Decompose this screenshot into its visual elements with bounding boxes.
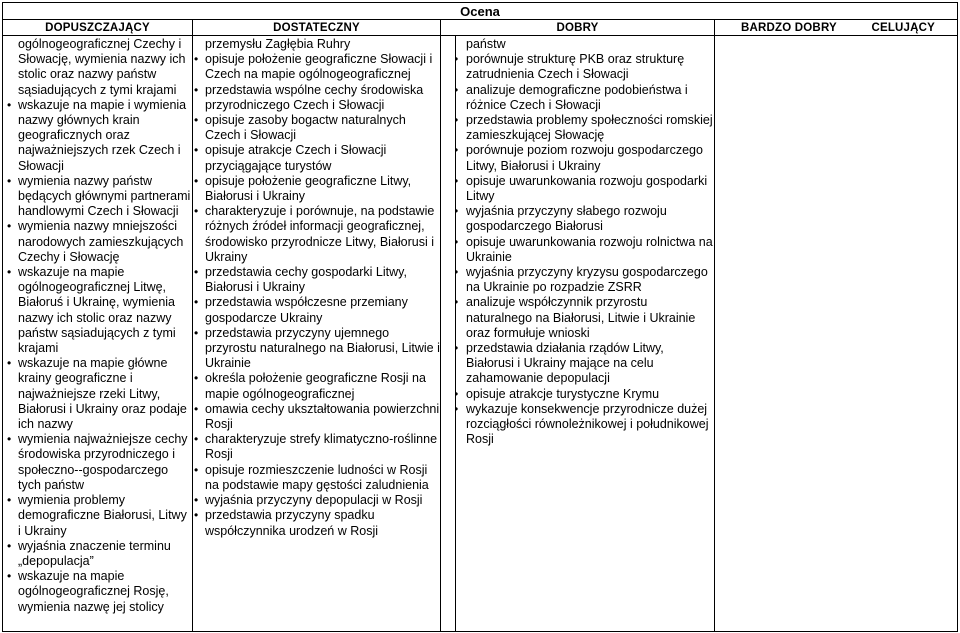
- list-item: • wyjaśnia znaczenie terminu „depopulacja”: [18, 539, 192, 569]
- list-item: • przedstawia cechy gospodarki Litwy, Białorusi i Ukrainy: [205, 265, 440, 295]
- list-item: • opisuje położenie geograficzne Słowacji i Czech na mapie ogólnogeograficznej: [205, 52, 440, 82]
- list-item: • wykazuje konsekwencje przyrodnicze dużej rozciągłości równoleżnikowej i południkowej Rosji: [466, 402, 714, 448]
- header-celujacy: CELUJĄCY: [871, 21, 936, 34]
- list-item: ogólnogeograficznej Czechy i Słowację, wymienia nazwy ich stolic oraz nazwy państw sąsiadujących z tymi krajami: [18, 37, 186, 97]
- list-item: • analizuje współczynnik przyrostu naturalnego na Białorusi, Litwie i Ukrainie oraz formułuje wnioski: [466, 295, 714, 341]
- list-item: • określa położenie geograficzne Rosji na mapie ogólnogeograficznej: [205, 371, 440, 401]
- header-dopuszczajacy: DOPUSZCZAJĄCY: [3, 20, 193, 36]
- list-item: • opisuje atrakcje turystyczne Krymu: [466, 387, 714, 402]
- list-item: przemysłu Zagłębia Ruhry: [205, 37, 351, 51]
- table-title: Ocena: [3, 3, 958, 20]
- list-item: państw: [466, 37, 506, 51]
- list-item: • wymienia nazwy mniejszości narodowych zamieszkujących Czechy i Słowację: [18, 219, 192, 265]
- cell-dobry: [456, 36, 715, 632]
- list-item: • wskazuje na mapie ogólnogeograficznej Rosję, wymienia nazwę jej stolicy: [18, 569, 192, 615]
- list-item: • analizuje demograficzne podobieństwa i różnice Czech i Słowacji: [466, 83, 714, 113]
- list-item: • opisuje uwarunkowania rozwoju gospodarki Litwy: [466, 174, 714, 204]
- list-item: • przedstawia problemy społeczności romskiej zamieszkującej Słowację: [466, 113, 714, 143]
- list-item: • opisuje położenie geograficzne Litwy, Białorusi i Ukrainy: [205, 174, 440, 204]
- header-dobry: DOBRY: [441, 20, 715, 36]
- list-item: • przedstawia przyczyny ujemnego przyrostu naturalnego na Białorusi, Litwie i Ukrainie: [205, 326, 440, 372]
- cell-bardzo-dobry: [715, 36, 958, 632]
- header-dostateczny: DOSTATECZNY: [193, 20, 441, 36]
- list-item: • wyjaśnia przyczyny depopulacji w Rosji: [205, 493, 440, 508]
- list-item: • przedstawia działania rządów Litwy, Białorusi i Ukrainy mające na celu zahamowanie depopulacji: [466, 341, 714, 387]
- list-item: • przedstawia współczesne przemiany gospodarcze Ukrainy: [205, 295, 440, 325]
- list-item: • wskazuje na mapie główne krainy geograficzne i najważniejsze rzeki Litwy, Białorusi i Ukrainy oraz podaje ich nazwy: [18, 356, 192, 432]
- list-item: • omawia cechy ukształtowania powierzchni Rosji: [205, 402, 440, 432]
- list-item: • porównuje strukturę PKB oraz strukturę zatrudnienia Czech i Słowacji: [466, 52, 714, 82]
- list-item: • opisuje atrakcje Czech i Słowacji przyciągające turystów: [205, 143, 440, 173]
- list-item: • charakteryzuje i porównuje, na podstawie różnych źródeł informacji geograficznej, środowisko przyrodnicze Litwy, Białorusi i Ukrainy: [205, 204, 440, 265]
- cell-dostateczny: [193, 36, 441, 632]
- list-item: • wymienia nazwy państw będących głównymi partnerami handlowymi Czech i Słowacji: [18, 174, 192, 220]
- list-item: • wymienia najważniejsze cechy środowiska przyrodniczego i społeczno--gospodarczego tych państw: [18, 432, 192, 493]
- grading-table: [2, 2, 958, 632]
- cell-dopuszczajacy: [3, 36, 193, 632]
- list-item: • charakteryzuje strefy klimatyczno-roślinne Rosji: [205, 432, 440, 462]
- list-item: • wyjaśnia przyczyny słabego rozwoju gospodarczego Białorusi: [466, 204, 714, 234]
- list-item: • opisuje zasoby bogactw naturalnych Czech i Słowacji: [205, 113, 440, 143]
- list-item: • przedstawia wspólne cechy środowiska przyrodniczego Czech i Słowacji: [205, 83, 440, 113]
- list-item: • opisuje rozmieszczenie ludności w Rosji na podstawie mapy gęstości zaludnienia: [205, 463, 440, 493]
- list-item: • przedstawia przyczyny spadku współczynnika urodzeń w Rosji: [205, 508, 440, 538]
- list-item: • wskazuje na mapie i wymienia nazwy głównych krain geograficznych oraz najważniejszych rzek Czech i Słowacji: [18, 98, 192, 174]
- list-item: • wymienia problemy demograficzne Białorusi, Litwy i Ukrainy: [18, 493, 192, 539]
- cell-dobry-spacer: [441, 36, 456, 632]
- list-item: • wskazuje na mapie ogólnogeograficznej Litwę, Białoruś i Ukrainę, wymienia nazwy ich stolic oraz nazwy państw sąsiadujących z tymi krajami: [18, 265, 192, 356]
- header-bardzo-dobry: BARDZO DOBRY: [741, 21, 837, 34]
- header-bardzo-dobry-celujacy: [715, 20, 958, 36]
- list-item: • wyjaśnia przyczyny kryzysu gospodarczego na Ukrainie po rozpadzie ZSRR: [466, 265, 714, 295]
- list-item: • porównuje poziom rozwoju gospodarczego Litwy, Białorusi i Ukrainy: [466, 143, 714, 173]
- list-item: • opisuje uwarunkowania rozwoju rolnictwa na Ukrainie: [466, 235, 714, 265]
